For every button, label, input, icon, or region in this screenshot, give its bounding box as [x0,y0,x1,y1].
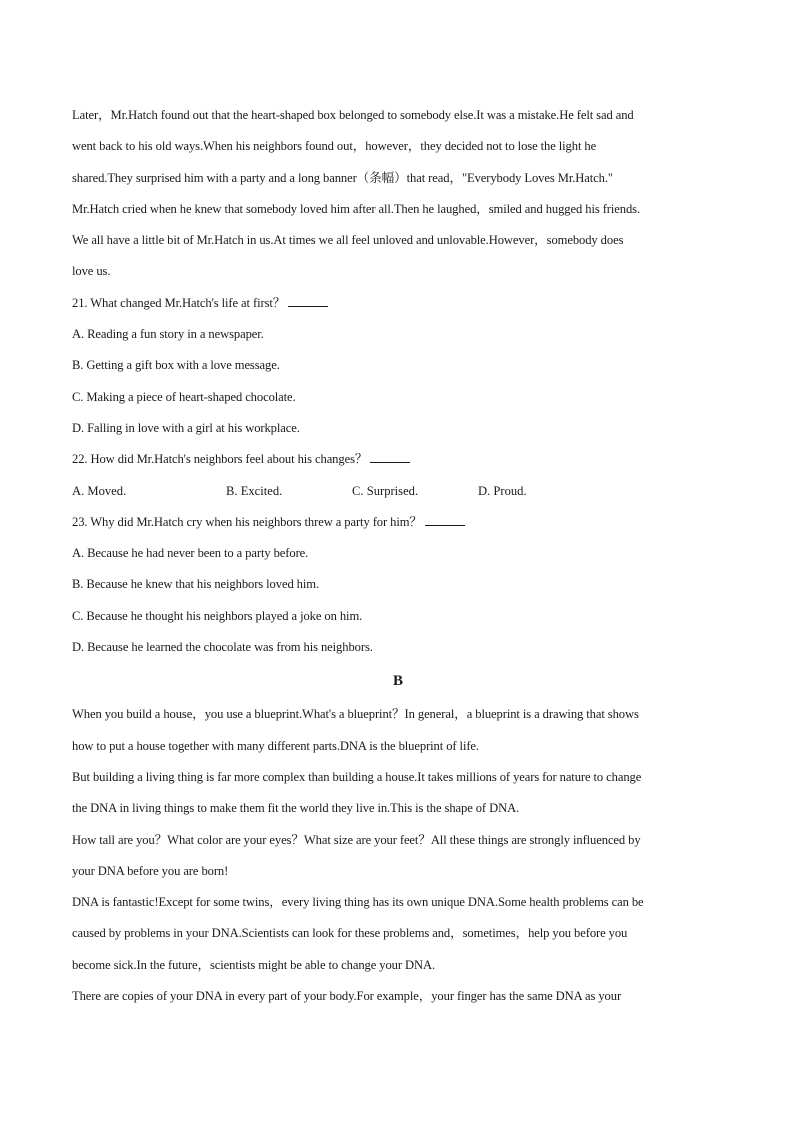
passage-line: DNA is fantastic!Except for some twins，every living thing has its own unique DNA.Some health problems can be [72,895,644,910]
question-text: 23. Why did Mr.Hatch cry when his neighbors threw a party for him？ [72,514,422,529]
passage-line: caused by problems in your DNA.Scientists can look for these problems and，sometimes，help you before you [72,926,628,941]
passage-line: There are copies of your DNA in every part of your body.For example，your finger has the same DNA as your [72,989,622,1004]
answer-blank[interactable] [425,513,465,526]
question-text: 21. What changed Mr.Hatch's life at first？ [72,295,286,310]
question-23 [72,507,724,663]
passage-line: Later，Mr.Hatch found out that the heart-shaped box belonged to somebody else.It was a mistake.He felt sad and [72,108,634,122]
document-page [72,100,724,1012]
option-c[interactable]: C. Because he thought his neighbors played a joke on him. [72,608,363,623]
option-a[interactable]: A. Because he had never been to a party before. [72,546,309,561]
passage-line: shared.They surprised him with a party and a long banner（条幅）that read，"Everybody Loves Mr.Hatch." [72,170,613,185]
option-d[interactable]: D. Falling in love with a girl at his workplace. [72,420,300,435]
option-b[interactable]: B. Excited. [226,483,283,498]
passage-line: How tall are you？What color are your eyes？What size are your feet？All these things are strongly influenced by [72,832,641,847]
option-d[interactable]: D. Because he learned the chocolate was from his neighbors. [72,640,373,655]
passage-b [72,699,724,1012]
passage-line: the DNA in living things to make them fit the world they live in.This is the shape of DNA. [72,801,520,816]
option-c[interactable]: C. Making a piece of heart-shaped chocolate. [72,389,296,404]
question-stem [72,288,724,319]
answer-blank[interactable] [288,294,328,307]
option-b[interactable]: B. Getting a gift box with a love message. [72,358,280,373]
passage-line: Mr.Hatch cried when he knew that somebody loved him after all.Then he laughed，smiled and hugged his friends. [72,201,641,216]
section-b-title: B [392,673,403,690]
option-b[interactable]: B. Because he knew that his neighbors loved him. [72,577,320,592]
passage-line: how to put a house together with many different parts.DNA is the blueprint of life. [72,738,479,753]
options-row [72,476,724,507]
option-c[interactable]: C. Surprised. [352,483,419,498]
option-a[interactable]: A. Reading a fun story in a newspaper. [72,327,264,342]
question-22 [72,444,724,507]
question-stem [72,444,724,475]
question-text: 22. How did Mr.Hatch's neighbors feel about his changes？ [72,452,368,467]
answer-blank[interactable] [370,450,410,463]
passage-line: But building a living thing is far more complex than building a house.It takes millions of years for nature to change [72,769,642,784]
passage-line: We all have a little bit of Mr.Hatch in us.At times we all feel unloved and unlovable.However，somebody does [72,233,624,248]
passage-line: your DNA before you are born! [72,863,229,878]
passage-line: love us. [72,264,111,279]
option-d[interactable]: D. Proud. [478,483,527,498]
question-stem [72,507,724,538]
passage-line: When you build a house，you use a blueprint.What's a blueprint？In general，a blueprint is a drawing that shows [72,707,639,722]
passage-line: went back to his old ways.When his neighbors found out，however，they decided not to lose the light he [72,139,597,154]
passage-line: become sick.In the future，scientists might be able to change your DNA. [72,957,436,972]
option-a[interactable]: A. Moved. [72,483,127,498]
question-21 [72,288,724,444]
passage-a [72,100,724,288]
